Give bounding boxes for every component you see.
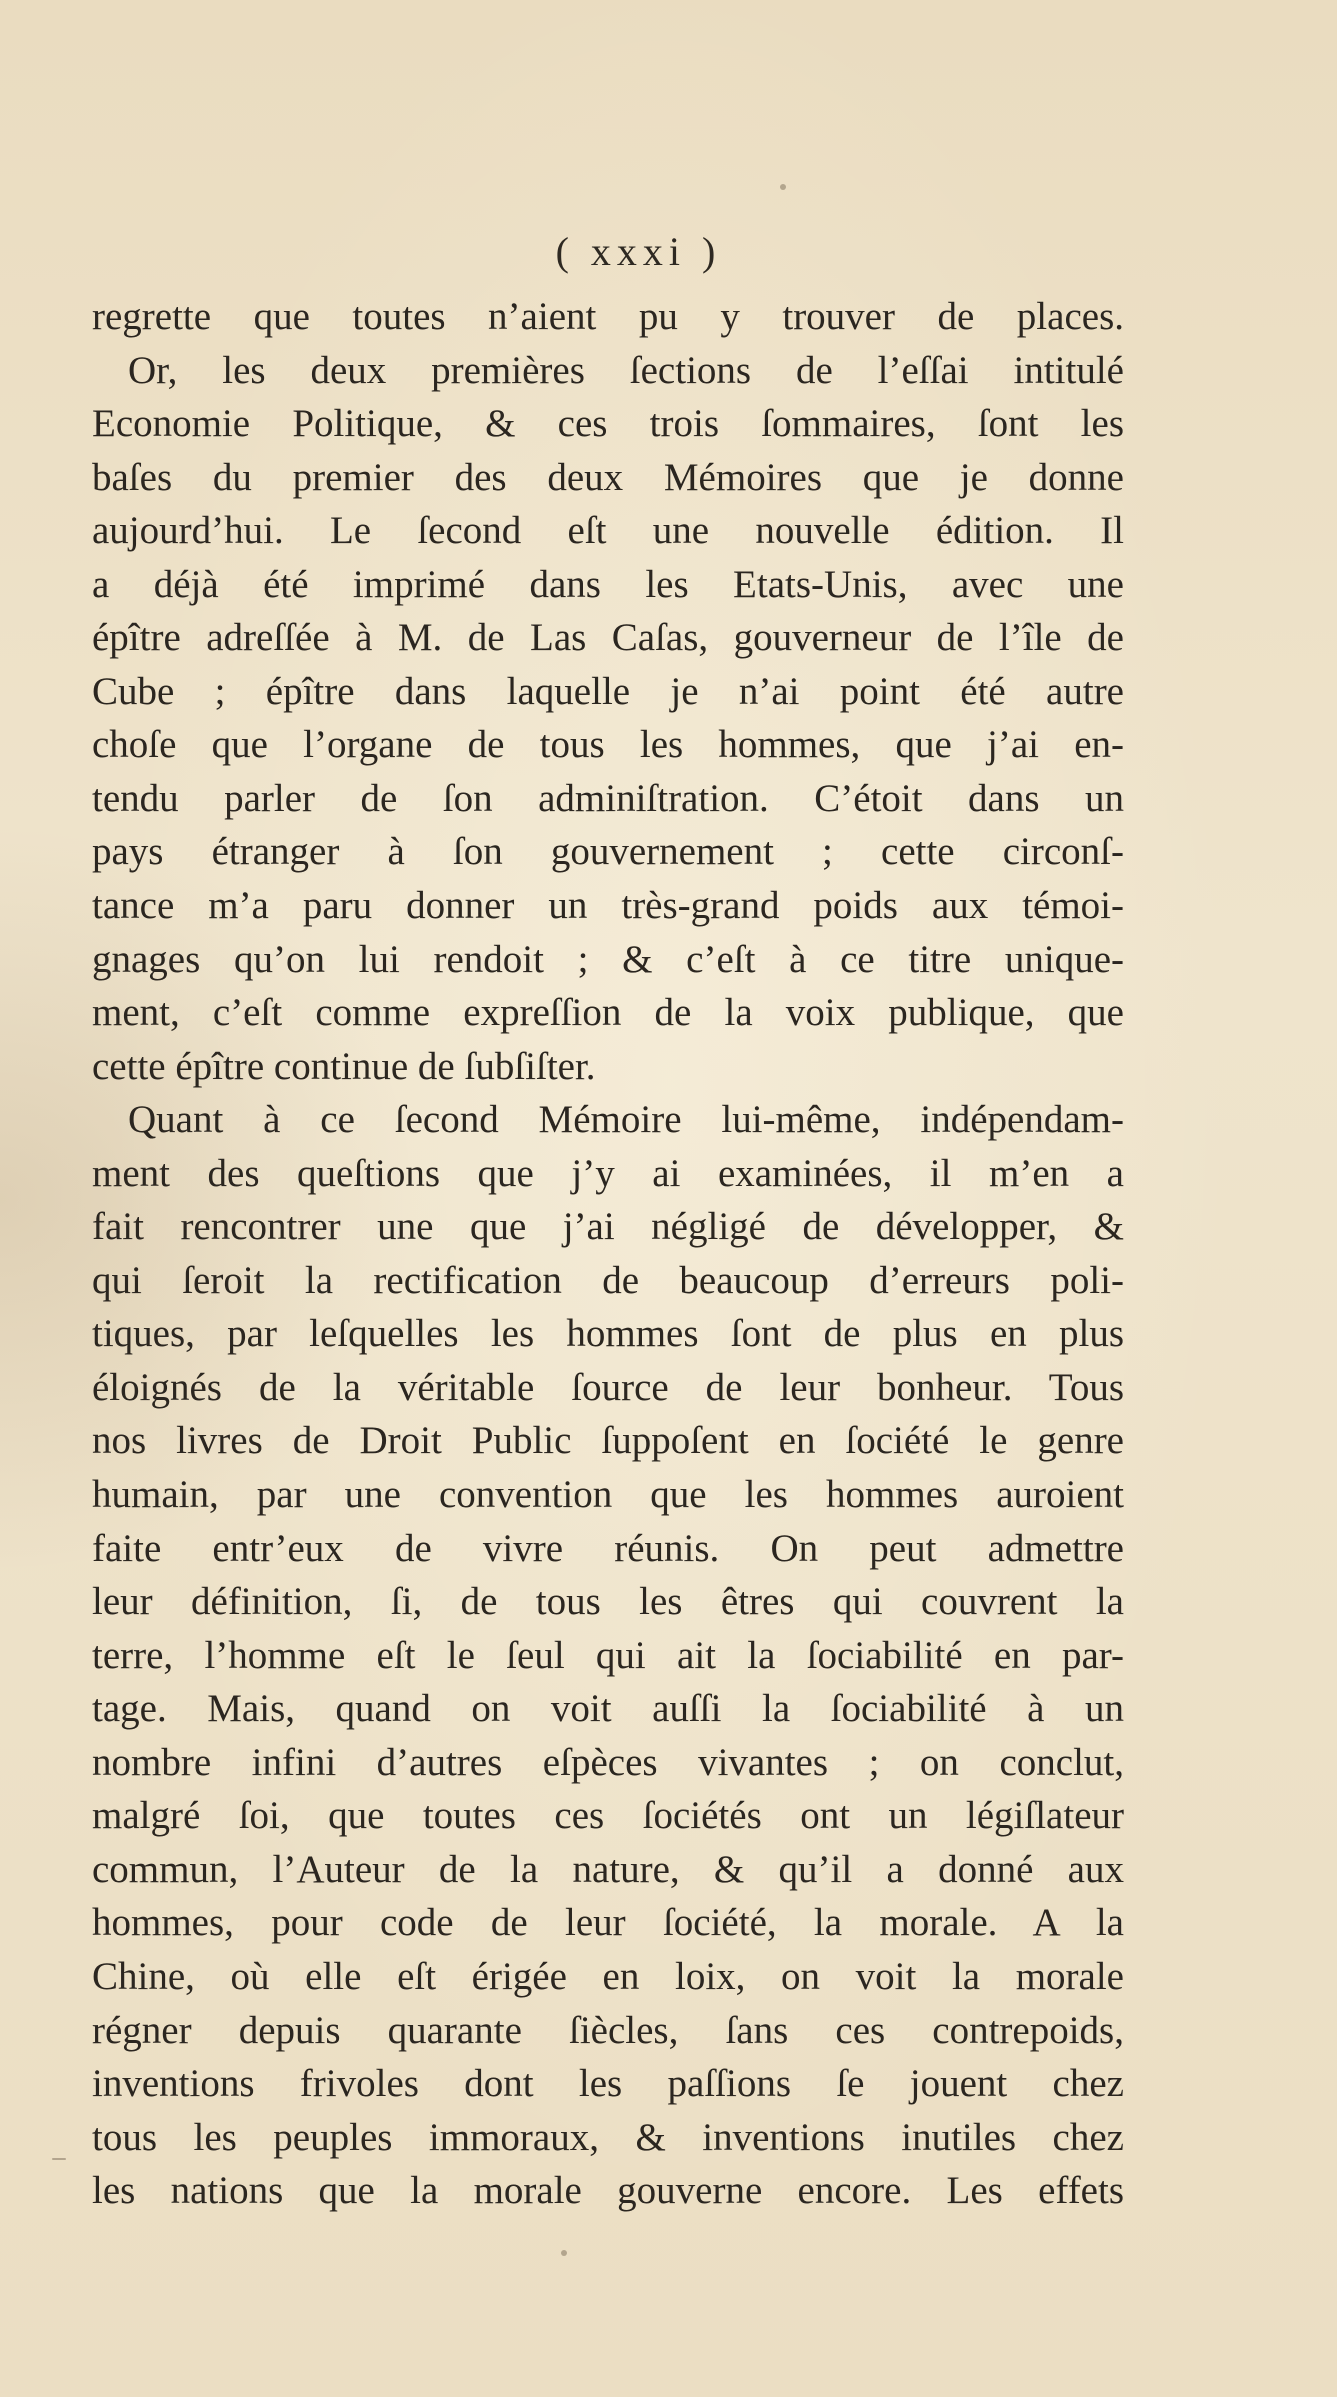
text-line: nombre infini d’autres eſpèces vivantes ; on conclut, [92,1740,1124,1784]
text-line: les nations que la morale gouverne encore. Les effets [92,2169,1124,2213]
text-line: regrette que toutes n’aient pu y trouver de places. [92,295,1124,338]
text-line: a déjà été imprimé dans les Etats-Unis, avec une [92,562,1124,606]
text-line: tance m’a paru donner un très-grand poids aux témoi- [92,884,1124,928]
text-line: tage. Mais, quand on voit auſſi la ſociabilité à un [92,1687,1124,1731]
text-line: baſes du premier des deux Mémoires que je donne [92,455,1124,499]
text-line: terre, l’homme eſt le ſeul qui ait la ſociabilité en par- [92,1633,1124,1677]
text-line: inventions frivoles dont les paſſions ſe jouent chez [92,2062,1124,2106]
body-text [92,290,1124,2218]
text-line: fait rencontrer une que j’ai négligé de développer, & [92,1205,1124,1249]
text-line: pays étranger à ſon gouvernement ; cette circonſ- [92,830,1124,874]
text-line: ment des queſtions que j’y ai examinées, il m’en a [92,1151,1124,1195]
paper-speck [52,2158,66,2160]
text-line: faite entr’eux de vivre réunis. On peut admettre [92,1526,1124,1570]
text-line: gnages qu’on lui rendoit ; & c’eſt à ce titre unique- [92,937,1124,981]
text-line: éloignés de la véritable ſource de leur bonheur. Tous [92,1365,1124,1409]
text-line: tendu parler de ſon adminiſtration. C’étoit dans un [92,776,1124,820]
text-line: humain, par une convention que les hommes auroient [92,1473,1124,1517]
paper-speck [561,2250,567,2256]
text-line: tous les peuples immoraux, & inventions inutiles chez [92,2115,1124,2159]
text-line: cette épître continue de ſubſiſter. [92,1044,596,1088]
text-line: épître adreſſée à M. de Las Caſas, gouverneur de l’île de [92,616,1124,660]
text-line: ment, c’eſt comme expreſſion de la voix publique, que [92,991,1124,1035]
paper-speck [780,184,786,190]
page-number: ( xxxi ) [555,229,722,274]
text-line: choſe que l’organe de tous les hommes, que j’ai en- [92,723,1124,767]
text-line: aujourd’hui. Le ſecond eſt une nouvelle édition. Il [92,509,1124,553]
text-line: Cube ; épître dans laquelle je n’ai point été autre [92,669,1124,713]
text-line: régner depuis quarante ſiècles, ſans ces contrepoids, [92,2008,1124,2052]
text-line: commun, l’Auteur de la nature, & qu’il a donné aux [92,1847,1124,1891]
text-line: Economie Politique, & ces trois ſommaires, ſont les [92,402,1124,446]
text-line: Chine, où elle eſt érigée en loix, on voit la morale [92,1954,1124,1998]
text-line: tiques, par leſquelles les hommes ſont de plus en plus [92,1312,1124,1356]
text-line: Or, les deux premières ſections de l’eſſai intitulé [128,348,1124,392]
text-line: leur définition, ſi, de tous les êtres qui couvrent la [92,1580,1124,1624]
text-line: qui ſeroit la rectification de beaucoup d’erreurs poli- [92,1258,1124,1302]
text-line: hommes, pour code de leur ſociété, la morale. A la [92,1901,1124,1945]
text-line: Quant à ce ſecond Mémoire lui-même, indépendam- [128,1098,1124,1142]
text-line: malgré ſoi, que toutes ces ſociétés ont un légiſlateur [92,1794,1124,1838]
text-line: nos livres de Droit Public ſuppoſent en ſociété le genre [92,1419,1124,1463]
